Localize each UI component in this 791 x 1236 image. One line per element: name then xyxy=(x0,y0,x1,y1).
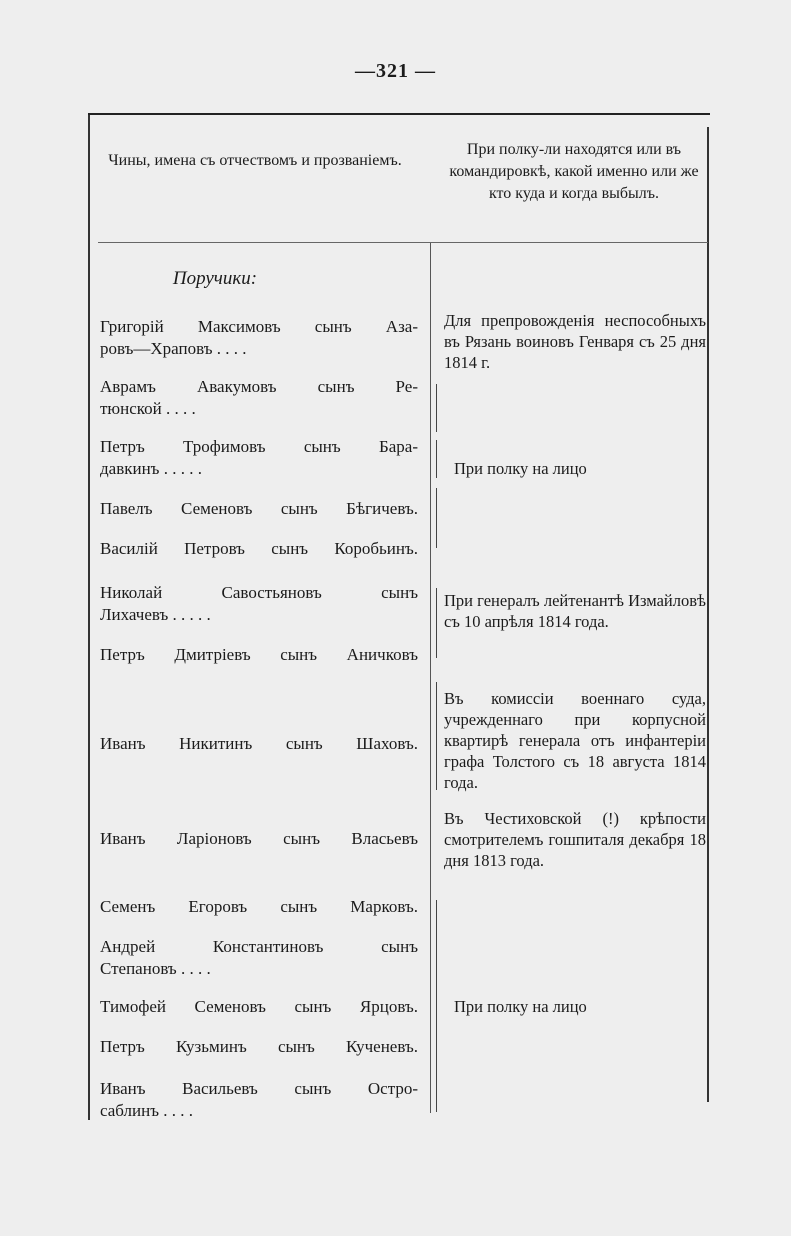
name-line: тюнской . . . . xyxy=(100,399,196,418)
list-item xyxy=(100,1078,418,1122)
name-line: Василій Петровъ сынъ Коробьинъ. xyxy=(100,539,418,558)
note: При полку на лицо xyxy=(454,997,587,1016)
brace-mark xyxy=(436,488,437,548)
brace-mark xyxy=(436,588,437,658)
list-item xyxy=(100,498,418,520)
name-line: Петръ Дмитріевъ сынъ Аничковъ xyxy=(100,645,418,664)
list-item xyxy=(100,644,418,666)
name-line: Григорій Максимовъ сынъ Аза- xyxy=(100,317,418,336)
name-line: Иванъ Никитинъ сынъ Шаховъ. xyxy=(100,734,418,753)
note: Въ Честиховской (!) крѣпости смотрителемъ гошпиталя декабря 18 дня 1813 года. xyxy=(444,809,706,870)
list-item xyxy=(100,733,418,755)
section-title: Поручики: xyxy=(172,268,258,289)
name-line: Аврамъ Авакумовъ сынъ Ре- xyxy=(100,377,418,396)
brace-mark xyxy=(436,440,437,478)
header-right: При полку-ли находятся или въ командировкѣ, какой именно или же кто куда и когда выбылъ. xyxy=(449,141,699,202)
name-line: Андрей Константиновъ сынъ xyxy=(100,937,418,956)
table-left-border xyxy=(88,115,90,1120)
note: При полку на лицо xyxy=(454,459,587,478)
page-number: —321 — xyxy=(355,60,436,82)
list-item xyxy=(100,828,418,850)
list-item xyxy=(100,316,418,360)
list-item xyxy=(100,376,418,420)
name-line: давкинъ . . . . . xyxy=(100,459,202,478)
name-line: Степановъ . . . . xyxy=(100,959,211,978)
name-line: Петръ Трофимовъ сынъ Бара- xyxy=(100,437,418,456)
brace-mark xyxy=(436,384,437,432)
note: Для препровожденія неспособныхъ въ Рязань воиновъ Генваря съ 25 дня 1814 г. xyxy=(444,311,706,372)
name-line: саблинъ . . . . xyxy=(100,1101,193,1120)
list-item xyxy=(100,436,418,480)
list-item xyxy=(100,936,418,980)
name-line: Павелъ Семеновъ сынъ Бѣгичевъ. xyxy=(100,499,418,518)
header-separator xyxy=(98,242,708,243)
list-item xyxy=(100,582,418,626)
name-line: Семенъ Егоровъ сынъ Марковъ. xyxy=(100,897,418,916)
note: При генералъ лейтенантѣ Измайловѣ съ 10 апрѣля 1814 года. xyxy=(444,591,706,631)
name-line: Петръ Кузьминъ сынъ Кученевъ. xyxy=(100,1037,418,1056)
name-line: Тимофей Семеновъ сынъ Ярцовъ. xyxy=(100,997,418,1016)
name-line: Иванъ Ларіоновъ сынъ Власьевъ xyxy=(100,829,418,848)
note: Въ комиссіи военнаго суда, учрежденнаго при корпусной квартирѣ генерала отъ инфантеріи графа Толстого съ 18 августа 1814 года. xyxy=(444,689,706,792)
list-item xyxy=(100,538,418,560)
name-line: ровъ—Храповъ . . . . xyxy=(100,339,247,358)
brace-mark xyxy=(436,900,437,1112)
name-line: Лихачевъ . . . . . xyxy=(100,605,211,624)
list-item xyxy=(100,896,418,918)
name-line: Иванъ Васильевъ сынъ Остро- xyxy=(100,1079,418,1098)
name-line: Николай Савостьяновъ сынъ xyxy=(100,583,418,602)
brace-mark xyxy=(436,682,437,790)
list-item xyxy=(100,1036,418,1058)
header-left: Чины, имена съ отчествомъ и прозваніемъ. xyxy=(108,152,402,169)
column-divider xyxy=(430,243,431,1113)
list-item xyxy=(100,996,418,1018)
table-right-border xyxy=(707,127,709,1102)
